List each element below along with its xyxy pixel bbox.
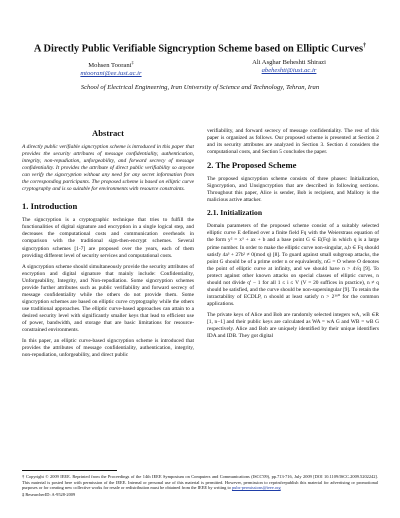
copyright-footnote-mark: † (22, 474, 25, 479)
intro-paragraph-3: In this paper, an elliptic curve-based signcryption scheme is introduced that provides the attributes of message confidentiality, authentication, integrity, non-repudiation, unforgeability, and direct public (22, 338, 194, 359)
footnote-divider (22, 470, 117, 471)
permissions-email-link[interactable]: pubs-permissions@ieee.org (231, 485, 281, 491)
author-2 (200, 59, 378, 79)
right-column (207, 128, 379, 344)
author-1 (22, 59, 200, 79)
author-2-email[interactable]: abeheshti@iust.ac.ir (261, 67, 317, 75)
introduction-heading: 1. Introduction (22, 201, 78, 212)
affiliation: School of Electrical Engineering, Iran University of Science and Technology, Tehran, Iran (80, 84, 320, 91)
paper-title (16, 40, 384, 55)
title-footnote-mark: † (363, 43, 367, 49)
researcher-footnote-mark: ‡ (22, 491, 25, 497)
abstract-heading: Abstract (92, 128, 124, 138)
left-column (22, 128, 194, 363)
initialization-paragraph-1: Domain parameters of the proposed scheme consist of a suitably selected elliptic curve E defined over a finite field Fq with the Weierstrass equation of the form y² = x³ + ax + b and a base point G ∈ E(Fq) in which q is a large prime number. In order to make the elliptic curve non-singular, a,b ∈ Fq should satisfy 4a³ + 27b² ≠ 0(mod q) [8]. To guard against small subgroup attacks, the point G should be of a prime order n or equivalently, nG = O where O denotes the point of elliptic curve at infinity, and we should have n > 4√q [9]. To protect against other known attacks on special classes of elliptic curves, n should not divide qⁱ − 1 for all 1 ≤ i ≤ V (V = 20 suffices in practice), n ≠ q should be satisfied, and the curve should be non-supersingular [9]. To retain the intractability of ECDLP, n should at least satisfy n > 2¹⁶⁰ for the common applications. (207, 223, 379, 307)
footnotes (22, 474, 378, 497)
researcher-id: ResearcherID: A-9528-2009 (25, 491, 76, 497)
title-text: A Directly Public Verifiable Signcryption Scheme based on Elliptic Curves (33, 43, 364, 55)
authors (22, 59, 378, 79)
subsection-2-1-heading: 2.1. Initialization (207, 208, 263, 218)
abstract-text: A directly public verifiable signcryption scheme is introduced in this paper that provides the security attributes of message confidentiality, authentication, integrity, non-repudiation, unforgeability, and forward secrecy of message confidentiality. It provides the attribute of direct public verifiability so anyone can verify the signcryption without any need for any secret information from the corresponding participants. The proposed scheme is based on elliptic curve cryptography and is so suitable for environments with resource constraints. (22, 144, 194, 193)
section-2-paragraph: The proposed signcryption scheme consists of three phases: Initialization, Signcryption, and Unsigncryption that are described in following sections. Throughout this paper, Alice is sender, Bob is recipient, and Mallory is the malicious active attacker. (207, 176, 379, 204)
author-1-mark: ‡ (131, 60, 134, 65)
author-1-email[interactable]: mtoorani@ee.iust.ac.ir (80, 70, 142, 78)
author-1-name: Mohsen Toorani (88, 62, 132, 70)
intro-paragraph-2: A signcryption scheme should simultaneously provide the security attributes of encryption and digital signature that mainly include: Confidentiality, Unforgeability, Integrity, and Non-repudiation. Some signcryption schemes provide further attributes such as public verifiability and forward secrecy of message confidentiality while the others do not provide them. Some signcryption schemes are based on elliptic curve cryptography while the others use traditional approaches. The elliptic curve-based approaches can attain to a desired security level with significantly smaller keys that lead to efficient use of power, bandwidth, and storage that are basic limitations for resource-constrained environments. (22, 263, 194, 334)
intro-paragraph-4: verifiability, and forward secrecy of message confidentiality. The rest of this paper is organized as follows. Our proposed scheme is presented at Section 2 and its security attributes are analyzed in Section 3. Section 4 considers the computational costs, and Section 5 concludes the paper. (207, 128, 379, 156)
intro-paragraph-1: The signcryption is a cryptographic technique that tries to fulfill the functionalities of digital signature and encryption in a single logical step, and decreases the computational costs and communication overheads in comparison with the traditional sign-then-encrypt schemes. Several signcryption schemes [1-7] are proposed over the years, each of them providing different level of security services and computational costs. (22, 217, 194, 259)
researcher-footnote (22, 492, 378, 498)
section-2-heading: 2. The Proposed Scheme (207, 160, 297, 171)
author-2-name: Ali Asghar Beheshti Shirazi (252, 59, 326, 66)
copyright-footnote (22, 474, 378, 491)
initialization-paragraph-2: The private keys of Alice and Bob are randomly selected integers wA, wB ∈R [1, n−1] and their public keys are calculated as WA = wA G and WB = wB G respectively. Alice and Bob are uniquely identified by their unique identifiers IDA and IDB. They got digital (207, 311, 379, 340)
copyright-footnote-text: Copyright © 2009 IEEE. Reprinted from the Proceedings of the 14th IEEE Symposium on Computers and Communications (ISCC'09), pp.713-716, July 2009 [DOI 10.1109/ISCC.2009.5202242]. This material is posted here with permission of the IEEE. Internal or personal use of this material is permitted. However, permission to reprint/republish this material for advertising or promotional purposes or for creating new collective works for resale or redistribution must be obtained from the IEEE by writing to (22, 474, 378, 491)
